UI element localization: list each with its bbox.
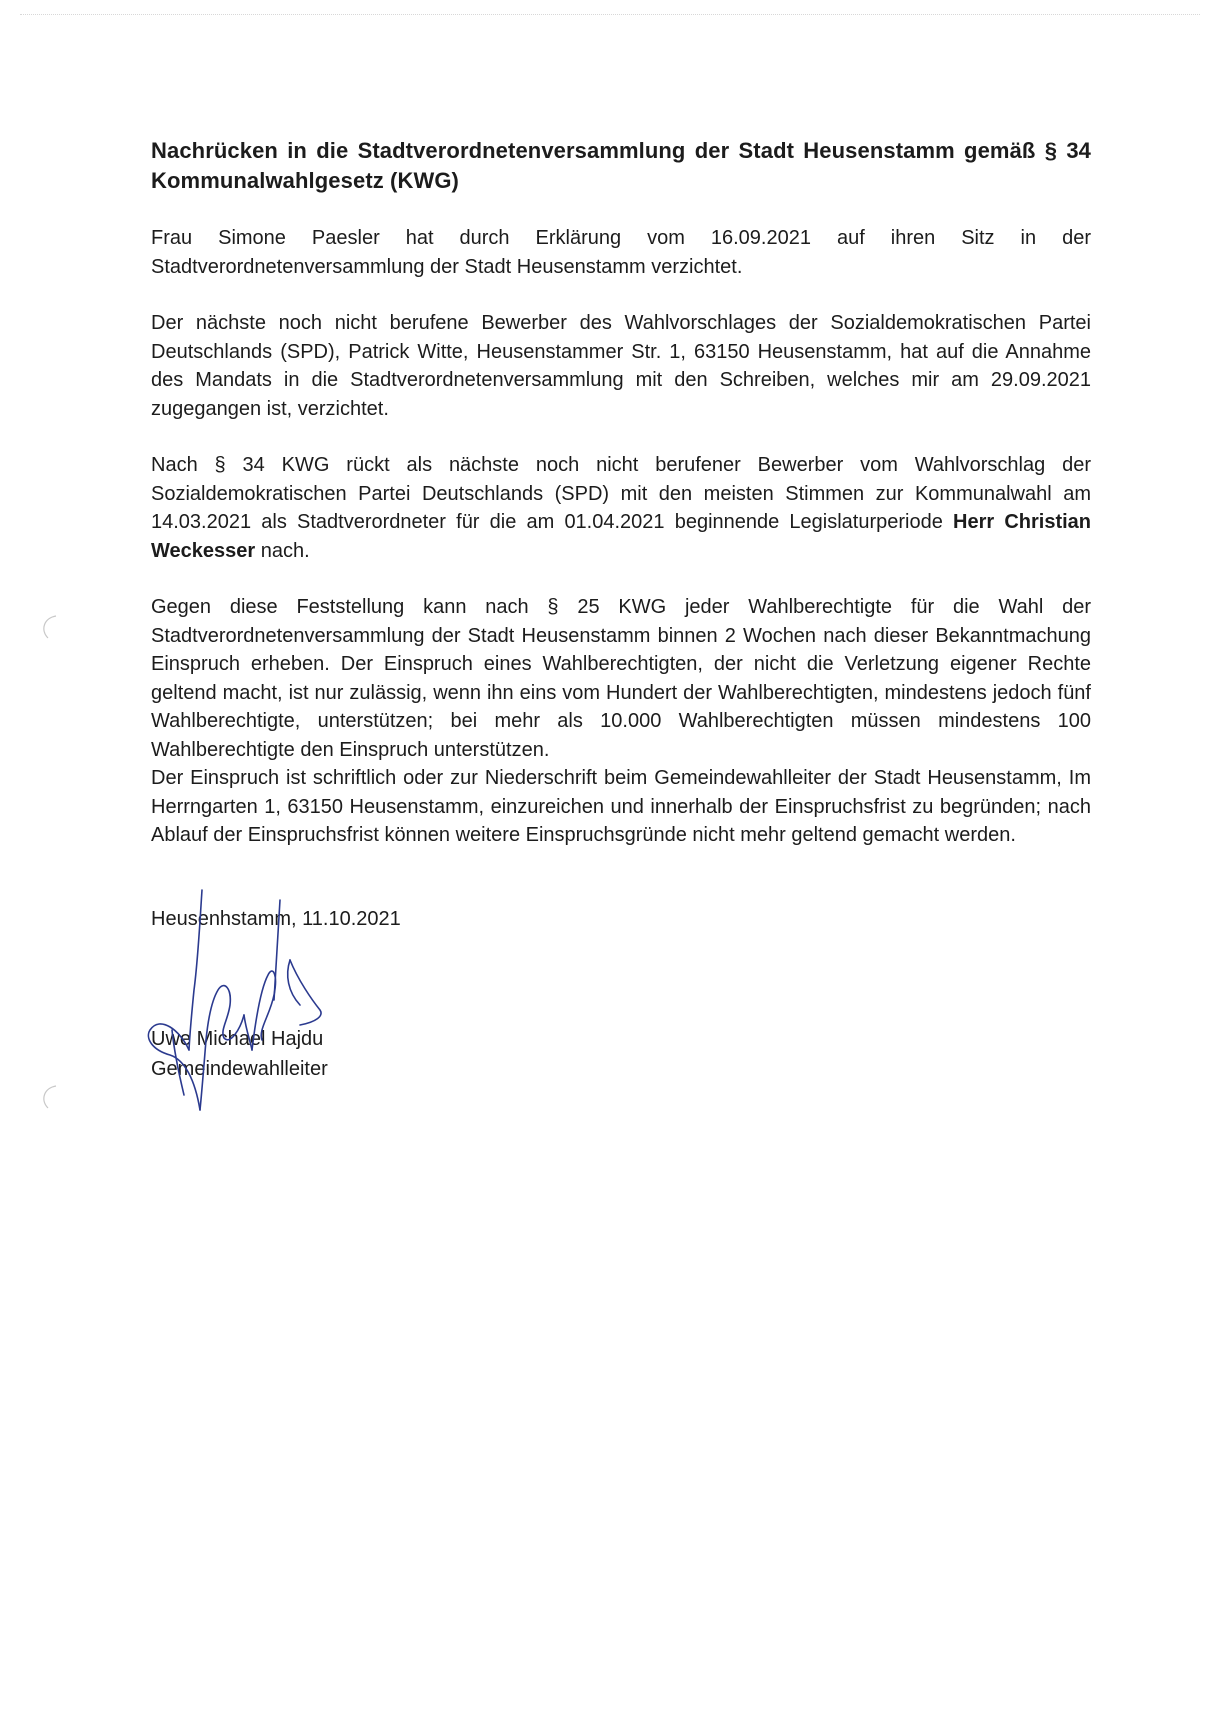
paragraph-objection-rights: Gegen diese Feststellung kann nach § 25 KWG jeder Wahlberechtigte für die Wahl der Stadtverordnetenversammlung der Stadt Heusenstamm binnen 2 Wochen nach dieser Bekanntmachung Einspruch erheben. Der Einspruch eines Wahlberechtigten, der nicht die Verletzung eigener Rechte geltend macht, ist nur zulässig, wenn ihn eins vom Hundert der Wahlberechtigten, mindestens jedoch fünf Wahlberechtigte, unterstützen; bei mehr als 10.000 Wahlberechtigten müssen mindestens 100 Wahlberechtigte den Einspruch unterstützen. xyxy=(151,596,1091,761)
document-title: Nachrücken in die Stadtverordnetenversammlung der Stadt Heusenstamm gemäß § 34 Kommunalwahlgesetz (KWG) xyxy=(151,138,1091,193)
successor-text-after: nach. xyxy=(255,539,310,562)
paragraph-declined-candidate: Der nächste noch nicht berufene Bewerber des Wahlvorschlages der Sozialdemokratischen Partei Deutschlands (SPD), Patrick Witte, Heusenstammer Str. 1, 63150 Heusenstamm, hat auf die Annahme des Mandats in die Stadtverordnetenversammlung mit den Schreiben, welches mir am 29.09.2021 zugegangen ist, verzichtet. xyxy=(151,312,1091,420)
paragraph-objection-procedure: Der Einspruch ist schriftlich oder zur Niederschrift beim Gemeindewahlleiter der Stadt Heusenstamm, Im Herrngarten 1, 63150 Heusenstamm, einzureichen und innerhalb der Einspruchsfrist zu begründen; nach Ablauf der Einspruchsfrist können weitere Einspruchsgründe nicht mehr geltend gemacht werden. xyxy=(151,767,1091,846)
paragraph-successor xyxy=(151,451,1091,565)
successor-name: Herr Christian Weckesser xyxy=(151,511,1092,562)
signatory-name: Uwe Michael Hajdu xyxy=(151,1028,324,1050)
scan-edge-line xyxy=(20,14,1200,16)
place-date: Heusenhstamm, 11.10.2021 xyxy=(151,908,401,930)
successor-text-before: Nach § 34 KWG rückt als nächste noch nicht berufener Bewerber vom Wahlvorschlag der Sozialdemokratischen Partei Deutschlands (SPD) mit den meisten Stimmen zur Kommunalwahl am 14.03.2021 als Stadtverordneter für die am 01.04.2021 beginnende Legislaturperiode xyxy=(151,454,1091,533)
punch-hole-icon xyxy=(34,1082,64,1112)
punch-hole-icon xyxy=(34,612,64,642)
paragraph-resignation: Frau Simone Paesler hat durch Erklärung vom 16.09.2021 auf ihren Sitz in der Stadtverordnetenversammlung der Stadt Heusenstamm verzichtet. xyxy=(151,227,1091,278)
signatory-role: Gemeindewahlleiter xyxy=(151,1058,328,1080)
closing-block xyxy=(151,905,551,1080)
document-body xyxy=(151,136,1091,878)
